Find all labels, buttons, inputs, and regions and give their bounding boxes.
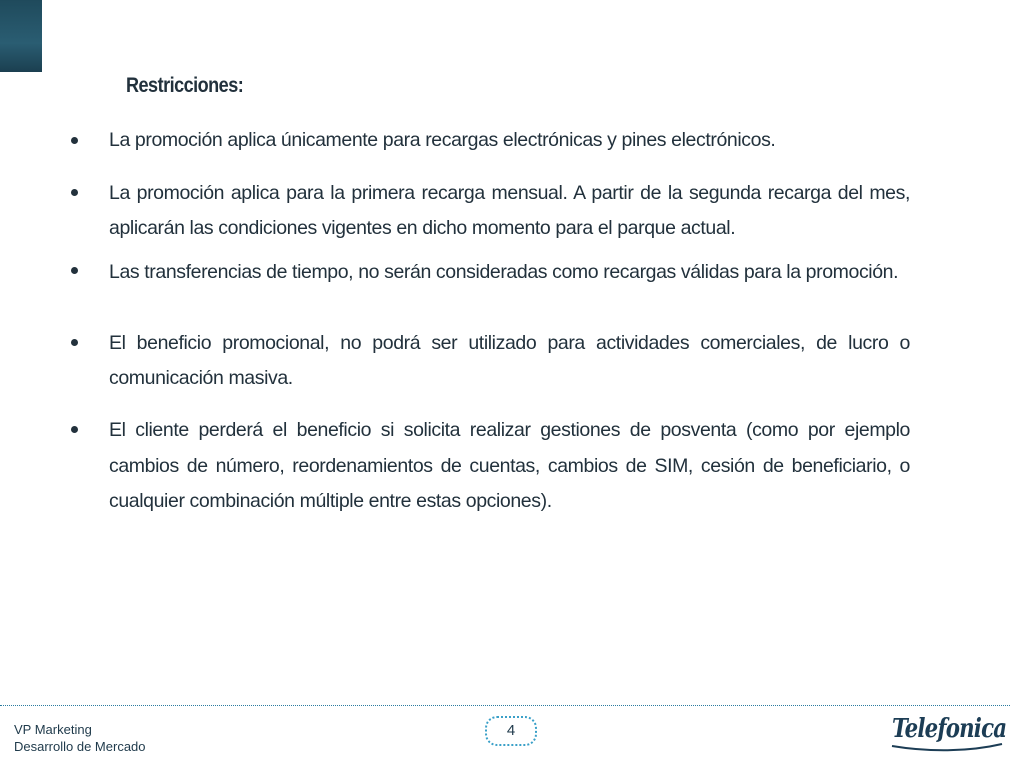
bullet-item — [66, 326, 910, 396]
footer-unit: Desarrollo de Mercado — [14, 739, 146, 754]
slide-heading: Restricciones: — [126, 74, 244, 97]
bullet-item — [66, 413, 910, 521]
logo-wordmark: Telefonica — [892, 714, 1007, 744]
bullet-dot-icon — [71, 189, 78, 196]
bullet-item — [66, 176, 910, 246]
bullet-item — [66, 124, 910, 156]
bullet-dot-icon — [71, 137, 78, 144]
bullet-item — [66, 257, 910, 317]
bullet-text: Las transferencias de tiempo, no serán consideradas como recargas válidas para la promoción. — [109, 261, 899, 283]
logo-swash-icon — [888, 742, 1006, 754]
footer-divider — [0, 705, 1010, 706]
bullet-text: El beneficio promocional, no podrá ser utilizado para actividades comerciales, de lucro o comunicación masiva. — [109, 332, 910, 389]
bullet-text: La promoción aplica únicamente para recargas electrónicas y pines electrónicos. — [109, 129, 776, 151]
bullet-text: La promoción aplica para la primera recarga mensual. A partir de la segunda recarga del mes, aplicarán las condiciones vigentes en dicho momento para el parque actual. — [109, 182, 910, 239]
footer-caption — [14, 721, 146, 755]
page-number-badge: 4 — [485, 716, 537, 746]
telefonica-logo — [888, 712, 1006, 756]
bullet-text: El cliente perderá el beneficio si solicita realizar gestiones de posventa (como por ejemplo cambios de número, reordenamientos de cuentas, cambios de SIM, cesión de beneficiario, o cualquier combinación múltiple entre estas opciones). — [109, 419, 910, 512]
bullet-dot-icon — [71, 267, 78, 274]
footer-department: VP Marketing — [14, 722, 92, 737]
bullet-dot-icon — [71, 339, 78, 346]
bullet-dot-icon — [71, 426, 78, 433]
